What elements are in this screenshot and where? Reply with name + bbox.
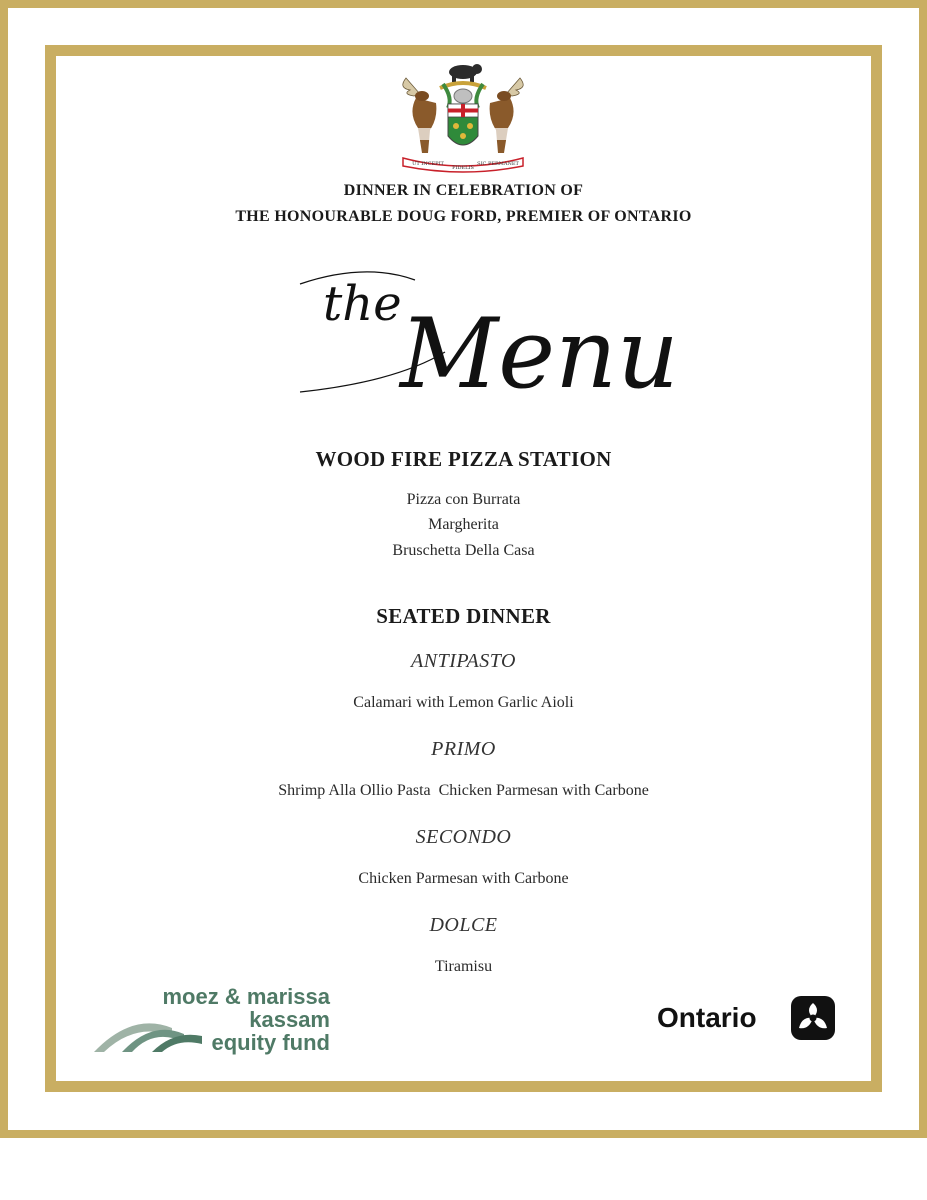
kassam-line-1: moez & marissa [162, 984, 330, 1009]
title-large-word: Menu [400, 298, 679, 410]
course-primo: PRIMO [431, 738, 496, 760]
course-antipasto-dish: Calamari with Lemon Garlic Aioli [353, 694, 574, 711]
ontario-trillium-icon [791, 996, 835, 1040]
ontario-coat-of-arms-icon [388, 58, 538, 173]
kassam-line-3: equity fund [211, 1030, 330, 1055]
pizza-station-title: WOOD FIRE PIZZA STATION [315, 447, 612, 471]
course-primo-dish: Shrimp Alla Ollio Pasta Chicken Parmesan with Carbone [278, 782, 649, 799]
kassam-line-2: kassam [249, 1007, 330, 1032]
ontario-wordmark: Ontario [657, 1002, 757, 1033]
crest-motto-1: UT INCEPIT [412, 161, 444, 167]
course-secondo: SECONDO [415, 826, 512, 848]
crest-motto-2: FIDELIS [452, 165, 474, 171]
course-dolce-dish: Tiramisu [434, 958, 493, 975]
header-line-2: THE HONOURABLE DOUG FORD, PREMIER OF ONTARIO [235, 208, 692, 225]
kassam-swoosh-icon [92, 1006, 222, 1056]
course-antipasto: ANTIPASTO [411, 650, 516, 672]
course-dolce: DOLCE [429, 914, 498, 936]
seated-dinner-title: SEATED DINNER [376, 604, 551, 628]
title-small-word: the [323, 276, 402, 332]
menu-script-title [295, 262, 679, 422]
ontario-logo [657, 996, 837, 1042]
header-line-1: DINNER IN CELEBRATION OF [343, 182, 584, 199]
kassam-equity-fund-logo [92, 986, 332, 1056]
pizza-item-1: Pizza con Burrata [406, 491, 521, 508]
pizza-item-2: Margherita [428, 516, 499, 533]
crest-motto-3: SIC PERMANET [477, 161, 519, 167]
pizza-item-3: Bruschetta Della Casa [392, 542, 535, 559]
course-secondo-dish: Chicken Parmesan with Carbone [358, 870, 569, 887]
